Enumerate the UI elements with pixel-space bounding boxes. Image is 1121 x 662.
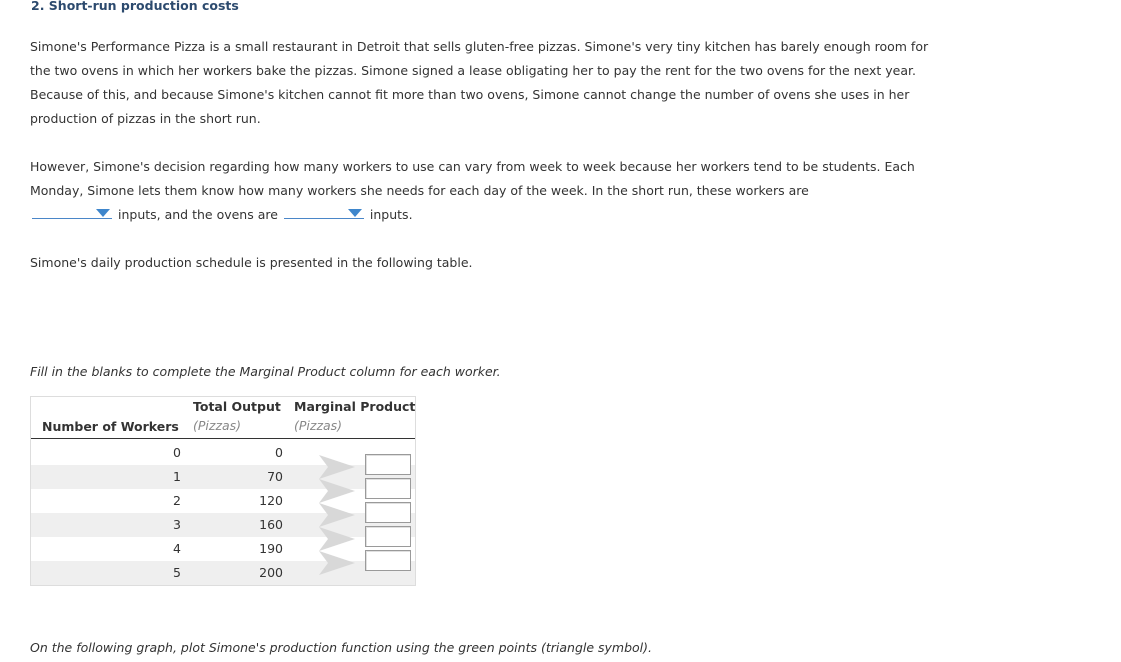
workers-text-middle: inputs, and the ovens are	[117, 207, 278, 222]
marginal-product-input-3[interactable]	[365, 502, 411, 523]
workers-cell: 5	[173, 565, 181, 580]
header-output-unit: (Pizzas)	[193, 418, 242, 433]
output-cell: 160	[259, 517, 283, 532]
bracket-arrow-icon	[319, 551, 359, 575]
marginal-product-input-5[interactable]	[365, 550, 411, 571]
workers-cell: 3	[173, 517, 181, 532]
header-marginal-product: Marginal Product	[294, 399, 416, 414]
intro-paragraph	[30, 35, 950, 131]
schedule-paragraph	[30, 251, 950, 275]
marginal-product-input-1[interactable]	[365, 454, 411, 475]
output-cell: 0	[275, 445, 283, 460]
workers-text-lead: However, Simone's decision regarding how many workers to use can vary from week to week because her workers tend to be students. Each Monday, Simone lets them know how many workers she needs for each day of the week. In the short run, these workers are	[30, 159, 915, 198]
workers-cell: 1	[173, 469, 181, 484]
intro-text: Simone's Performance Pizza is a small restaurant in Detroit that sells gluten-free pizzas. Simone's very tiny kitchen has barely enough room for the two ovens in which her workers bake the pizzas. Simone signed a lease obligating her to pay the rent for the two ovens for the next year. Because of this, and because Simone's kitchen cannot fit more than two ovens, Simone cannot change the number of ovens she uses in her production of pizzas in the short run.	[30, 39, 929, 126]
output-cell: 70	[267, 469, 283, 484]
table-header	[31, 397, 415, 439]
workers-cell: 2	[173, 493, 181, 508]
workers-text	[30, 155, 950, 227]
bracket-arrow-icon	[319, 527, 359, 551]
marginal-product-input-4[interactable]	[365, 526, 411, 547]
bracket-arrow-icon	[319, 455, 359, 479]
graph-instruction-text: On the following graph, plot Simone's production function using the green points (triangle symbol).	[30, 640, 653, 655]
schedule-text: Simone's daily production schedule is presented in the following table.	[30, 255, 473, 270]
marginal-product-input-2[interactable]	[365, 478, 411, 499]
workers-cell: 4	[173, 541, 181, 556]
workers-paragraph	[30, 155, 950, 227]
header-workers: Number of Workers	[42, 419, 179, 434]
workers-cell: 0	[173, 445, 181, 460]
output-cell: 120	[259, 493, 283, 508]
instruction-text: Fill in the blanks to complete the Marginal Product column for each worker.	[30, 364, 501, 379]
section-heading: 2. Short-run production costs	[31, 0, 239, 13]
input-type-dropdown-workers[interactable]	[32, 205, 112, 219]
header-output: Total Output	[193, 399, 281, 414]
input-type-dropdown-ovens[interactable]	[284, 205, 364, 219]
output-cell: 190	[259, 541, 283, 556]
chevron-down-icon	[348, 209, 362, 217]
output-cell: 200	[259, 565, 283, 580]
bracket-arrow-icon	[319, 503, 359, 527]
workers-text-tail: inputs.	[369, 207, 413, 222]
bracket-arrow-icon	[319, 479, 359, 503]
production-table	[30, 396, 416, 586]
header-marginal-product-unit: (Pizzas)	[294, 418, 343, 433]
chevron-down-icon	[96, 209, 110, 217]
